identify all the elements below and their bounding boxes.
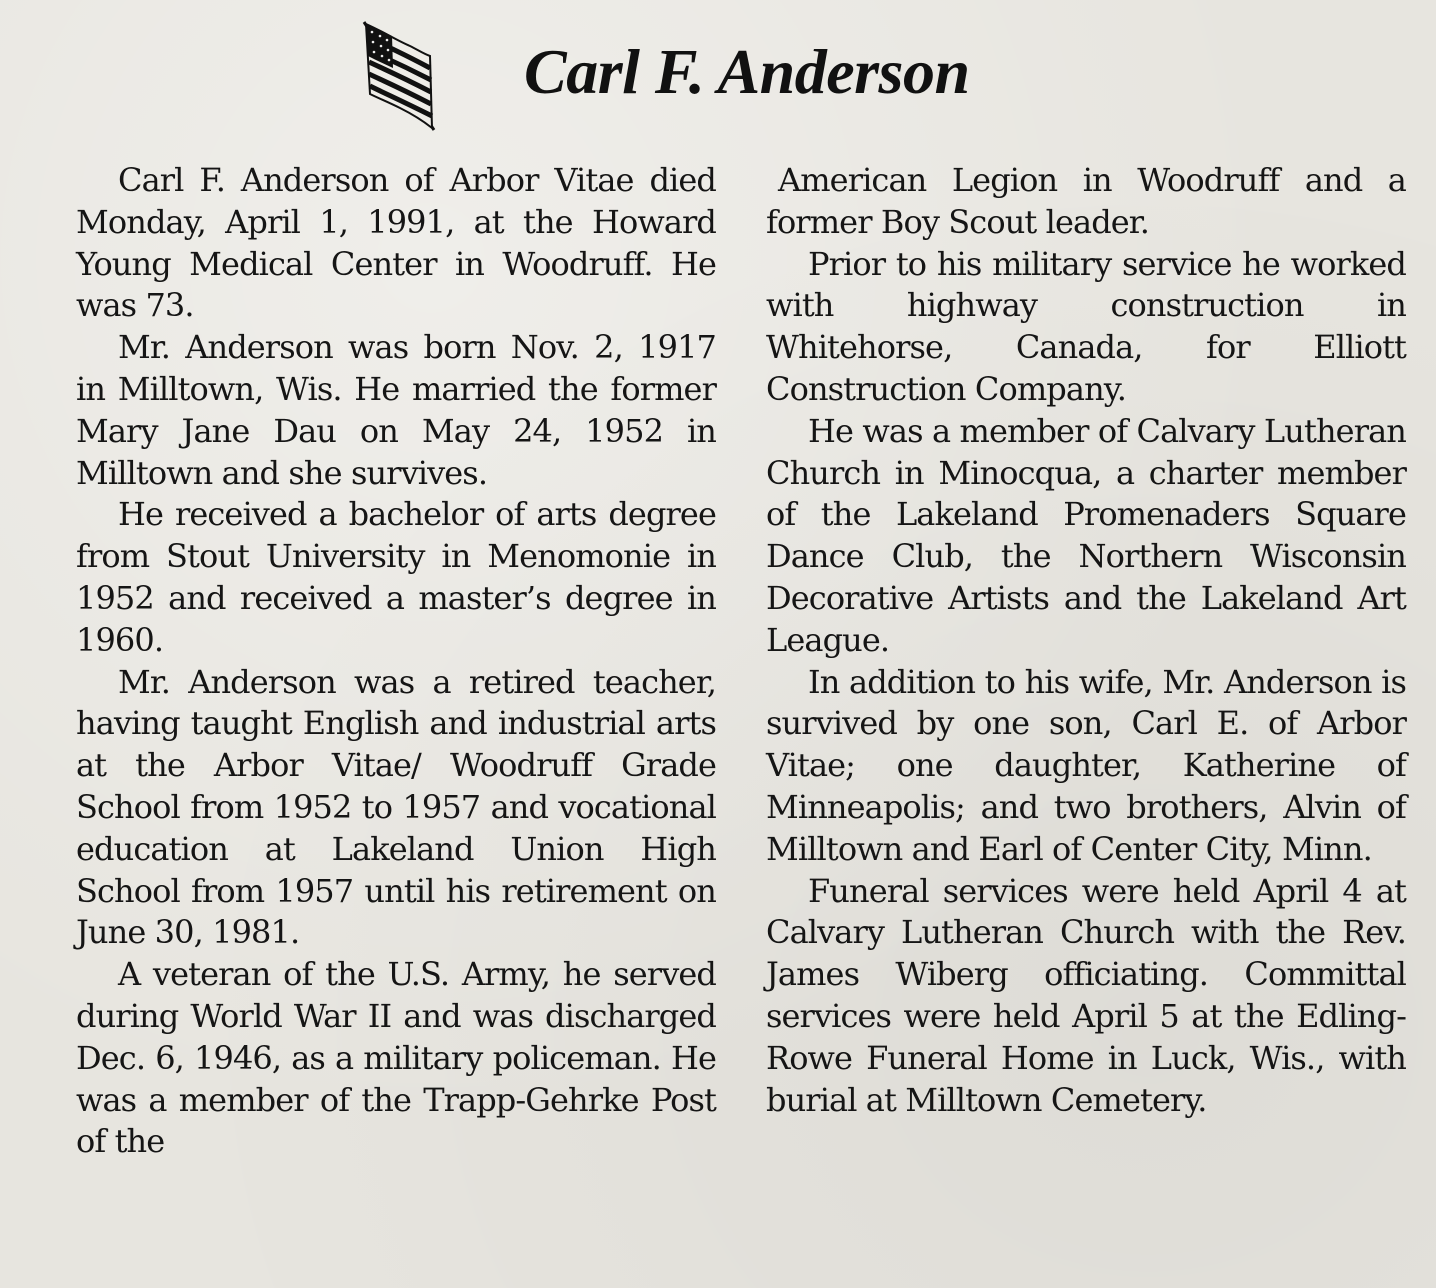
paragraph-prior-work: Prior to his military service he worked with highway construction in Whitehorse, Canada, for Elliott Construction Company. [766, 244, 1406, 408]
paragraph-death-notice: Carl F. Anderson of Arbor Vitae died Monday, April 1, 1991, at the Howard Young Medical Center in Woodruff. He was 73. [76, 161, 716, 325]
obituary-headline: Carl F. Anderson [524, 36, 970, 107]
paragraph-military-service: A veteran of the U.S. Army, he served during World War II and was discharged Dec. 6, 1946, as a military policeman. He was a member of the Trapp-Gehrke Post of the [76, 955, 716, 1161]
paragraph-birth-marriage: Mr. Anderson was born Nov. 2, 1917 in Milltown, Wis. He married the former Mary Jane Dau on May 24, 1952 in Milltown and she survives. [76, 328, 716, 492]
left-column [76, 160, 716, 1163]
paragraph-survivors: In addition to his wife, Mr. Anderson is survived by one son, Carl E. of Arbor Vitae; one daughter, Katherine of Minneapolis; and two brothers, Alvin of Milltown and Earl of Center City, Minn. [766, 662, 1406, 868]
paragraph-teaching-career: Mr. Anderson was a retired teacher, having taught English and industrial arts at the Arbor Vitae/ Woodruff Grade School from 1952 to 1957 and vocational education at Lakeland Union High School from 1957 until his retirement on June 30, 1981. [76, 662, 716, 952]
paragraph-legion-continued: American Legion in Woodruff and a former Boy Scout leader. [766, 161, 1406, 241]
american-flag-icon [356, 16, 440, 136]
paragraph-memberships: He was a member of Calvary Lutheran Church in Minocqua, a charter member of the Lakeland Promenaders Square Dance Club, the Northern Wisconsin Decorative Artists and the Lakeland Art League. [766, 411, 1406, 659]
paragraph-education: He received a bachelor of arts degree from Stout University in Menomonie in 1952 and received a master’s degree in 1960. [76, 495, 716, 659]
right-column [766, 160, 1406, 1121]
paragraph-funeral-services: Funeral services were held April 4 at Calvary Lutheran Church with the Rev. James Wiberg officiating. Committal services were held April 5 at the Edling-Rowe Funeral Home in Luck, Wis., with burial at Milltown Cemetery. [766, 871, 1406, 1119]
